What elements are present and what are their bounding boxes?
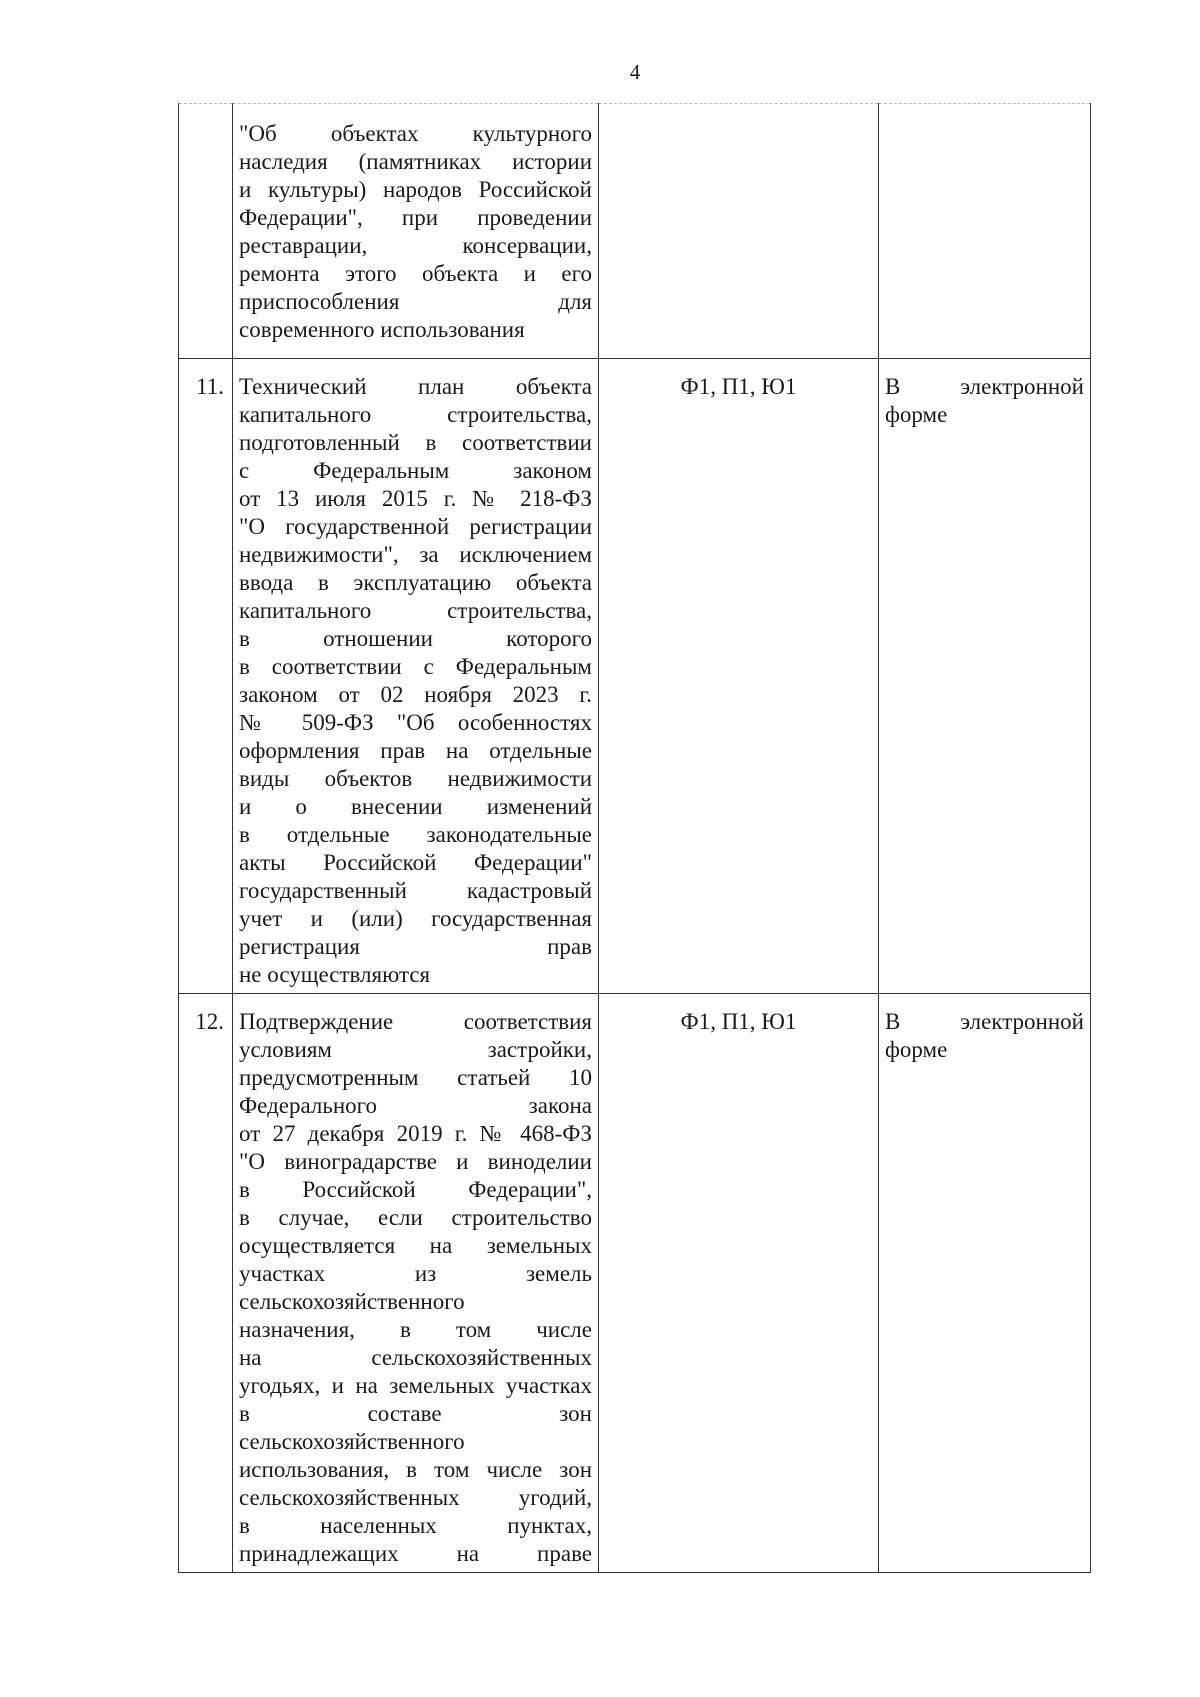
description-line: угодьях, и на земельных участках [239, 1373, 592, 1398]
applicants-cell: Ф1, П1, Ю1 [599, 994, 879, 1573]
services-table [178, 103, 1091, 1573]
description-line: в Российской Федерации", [239, 1177, 592, 1202]
description-line: оформления прав на отдельные [239, 738, 592, 763]
description-line: "О государственной регистрации [239, 514, 592, 539]
form-cell [879, 104, 1091, 359]
description-line: учет и (или) государственная [239, 906, 592, 931]
description-line: в случае, если строительство [239, 1205, 592, 1230]
table-row [179, 104, 1091, 359]
description-line: регистрация прав [239, 934, 592, 959]
description-line: Технический план объекта [239, 374, 592, 399]
description-line: современного использования [239, 317, 525, 342]
description-line: ремонта этого объекта и его [239, 261, 592, 286]
description-line: № 509-ФЗ "Об особенностях [239, 710, 592, 735]
description-line: осуществляется на земельных [239, 1233, 592, 1258]
description-line: сельскохозяйственных угодий, [239, 1485, 592, 1510]
form-line: форме [885, 1037, 948, 1062]
form-cell [879, 359, 1091, 994]
description-line: недвижимости", за исключением [239, 542, 592, 567]
table-row [179, 994, 1091, 1573]
description-line: законом от 02 ноября 2023 г. [239, 682, 592, 707]
form-cell [879, 994, 1091, 1573]
description-line: не осуществляются [239, 962, 431, 987]
form-line: форме [885, 402, 948, 427]
form-line: В электронной [885, 1009, 1084, 1034]
description-line: сельскохозяйственного [239, 1429, 465, 1454]
description-line: реставрации, консервации, [239, 233, 592, 258]
description-line: "Об объектах культурного [239, 121, 592, 146]
description-line: приспособления для [239, 289, 592, 314]
applicants-cell [599, 104, 879, 359]
description-line: с Федеральным законом [239, 458, 592, 483]
description-line: и о внесении изменений [239, 794, 592, 819]
description-line: от 27 декабря 2019 г. № 468-ФЗ [239, 1121, 592, 1146]
description-line: в населенных пунктах, [239, 1513, 592, 1538]
description-cell [233, 104, 599, 359]
description-line: и культуры) народов Российской [239, 177, 592, 202]
description-line: назначения, в том числе [239, 1317, 592, 1342]
row-number-cell: 11. [179, 359, 233, 994]
description-line: на сельскохозяйственных [239, 1345, 592, 1370]
description-line: условиям застройки, [239, 1037, 592, 1062]
description-line: использования, в том числе зон [239, 1457, 592, 1482]
description-line: принадлежащих на праве [239, 1541, 592, 1566]
description-cell [233, 359, 599, 994]
description-line: от 13 июля 2015 г. № 218-ФЗ [239, 486, 592, 511]
description-line: Федерального закона [239, 1093, 592, 1118]
description-line: Подтверждение соответствия [239, 1009, 592, 1034]
description-line: наследия (памятниках истории [239, 149, 592, 174]
description-cell [233, 994, 599, 1573]
description-line: в отношении которого [239, 626, 592, 651]
description-line: участках из земель [239, 1261, 592, 1286]
applicants-cell: Ф1, П1, Ю1 [599, 359, 879, 994]
row-number-cell [179, 104, 233, 359]
description-line: ввода в эксплуатацию объекта [239, 570, 592, 595]
description-line: в отдельные законодательные [239, 822, 592, 847]
table-row [179, 359, 1091, 994]
form-line: В электронной [885, 374, 1084, 399]
description-line: в составе зон [239, 1401, 592, 1426]
description-line: виды объектов недвижимости [239, 766, 592, 791]
description-line: Федерации", при проведении [239, 205, 592, 230]
description-line: капитального строительства, [239, 402, 592, 427]
description-line: в соответствии с Федеральным [239, 654, 592, 679]
page-number: 4 [629, 60, 641, 84]
description-line: капитального строительства, [239, 598, 592, 623]
description-line: подготовленный в соответствии [239, 430, 592, 455]
row-number-cell: 12. [179, 994, 233, 1573]
description-line: государственный кадастровый [239, 878, 592, 903]
description-line: предусмотренным статьей 10 [239, 1065, 592, 1090]
description-line: "О виноградарстве и виноделии [239, 1149, 592, 1174]
description-line: сельскохозяйственного [239, 1289, 465, 1314]
description-line: акты Российской Федерации" [239, 850, 592, 875]
